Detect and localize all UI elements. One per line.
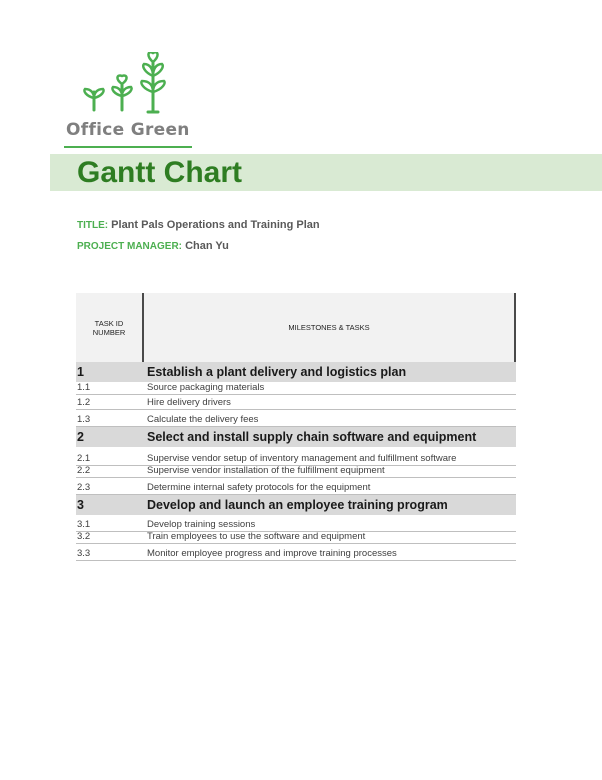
task-id: 1.1	[77, 382, 91, 393]
task-id: 3.1	[77, 519, 91, 530]
col-header-task-id	[76, 293, 144, 362]
task-label: Monitor employee progress and improve training processes	[147, 548, 397, 559]
table-header	[76, 293, 516, 362]
task-label: Supervise vendor setup of inventory management and fulfillment software	[147, 453, 457, 464]
task-id: 1.2	[77, 397, 91, 408]
task-row	[76, 395, 516, 410]
pm-label: PROJECT MANAGER:	[77, 241, 183, 252]
task-row	[76, 544, 516, 561]
brand-name: Office Green	[66, 120, 190, 140]
milestone-row	[76, 362, 516, 382]
task-row	[76, 382, 516, 395]
milestone-row	[76, 495, 516, 515]
task-row	[76, 478, 516, 495]
task-label: Develop training sessions	[147, 519, 256, 530]
task-row	[76, 532, 516, 544]
project-title-line	[77, 219, 320, 231]
task-id: 2.3	[77, 482, 91, 493]
task-row	[76, 515, 516, 532]
task-id: 3.2	[77, 531, 91, 542]
pm-value: Chan Yu	[185, 240, 229, 252]
project-manager-line	[77, 240, 229, 252]
milestone-label: Establish a plant delivery and logistics plan	[147, 365, 407, 379]
task-label: Hire delivery drivers	[147, 397, 231, 408]
task-row	[76, 447, 516, 466]
title-label: TITLE:	[77, 220, 109, 231]
milestone-label: Develop and launch an employee training program	[147, 498, 448, 512]
task-id: 2.2	[77, 465, 91, 476]
task-id: 2.1	[77, 453, 91, 464]
company-logo	[62, 50, 202, 150]
sprout-plants-icon	[80, 52, 190, 114]
task-label: Supervise vendor installation of the fulfillment equipment	[147, 465, 385, 476]
task-row	[76, 410, 516, 427]
gantt-table	[76, 293, 516, 561]
brand-underline	[64, 146, 192, 148]
task-row	[76, 466, 516, 478]
milestone-id: 3	[77, 498, 84, 512]
milestone-label: Select and install supply chain software and equipment	[147, 430, 477, 444]
milestone-row	[76, 427, 516, 447]
milestone-id: 1	[77, 365, 84, 379]
task-label: Calculate the delivery fees	[147, 414, 259, 425]
title-value: Plant Pals Operations and Training Plan	[111, 219, 320, 231]
task-id: 3.3	[77, 548, 91, 559]
task-label: Determine internal safety protocols for the equipment	[147, 482, 371, 493]
task-id: 1.3	[77, 414, 91, 425]
col-header-task-id-label: TASK ID NUMBER	[92, 318, 126, 337]
milestone-id: 2	[77, 430, 84, 444]
task-label: Train employees to use the software and equipment	[147, 531, 366, 542]
page-title: Gantt Chart	[77, 156, 242, 189]
task-label: Source packaging materials	[147, 382, 265, 393]
col-header-tasks: MILESTONES & TASKS	[144, 293, 516, 362]
